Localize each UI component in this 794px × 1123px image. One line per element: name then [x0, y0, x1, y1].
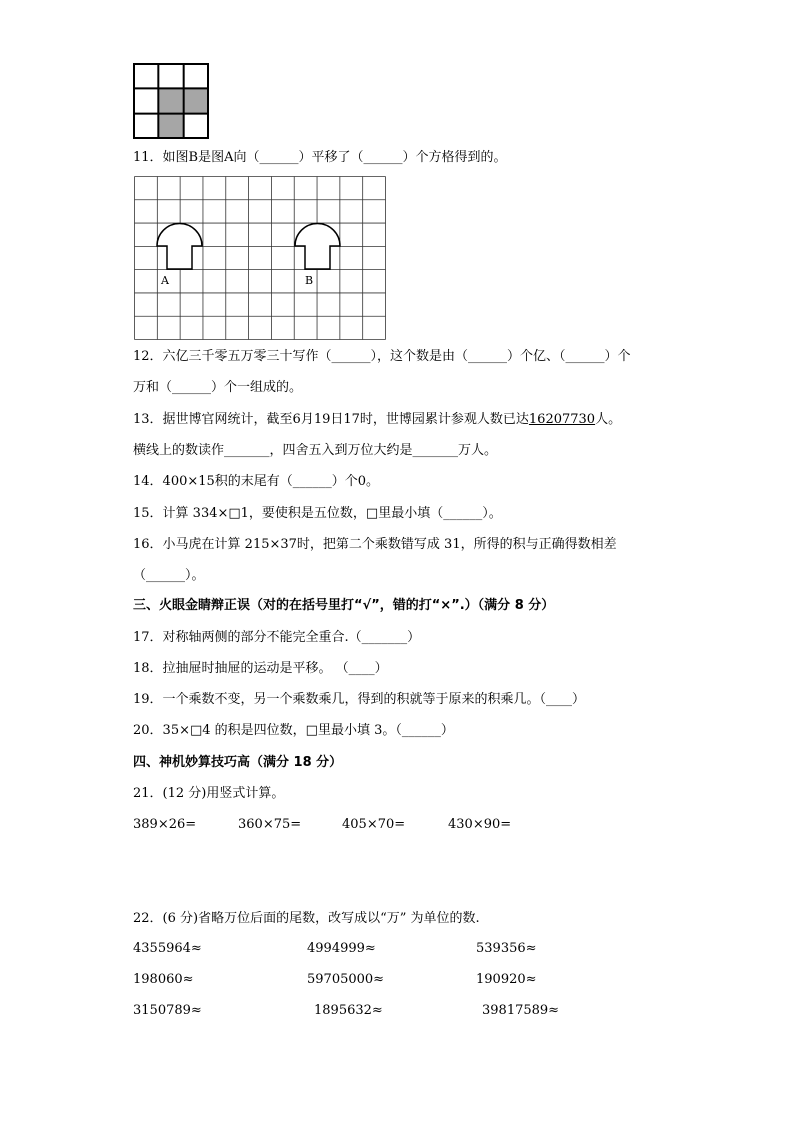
round-item: 39817589≈	[482, 1003, 560, 1018]
question-11: 11．如图B是图A向（______）平移了（______）个方格得到的。	[133, 150, 507, 165]
question-13-line2: 横线上的数读作_______，四舍五入到万位大约是_______万人。	[133, 443, 498, 458]
shape-grid-figure	[133, 63, 209, 139]
question-19: 19．一个乘数不变，另一个乘数乘几，得到的积就等于原来的积乘几。（____）	[133, 692, 586, 707]
q13-suffix: 人。	[595, 412, 622, 427]
question-14: 14．400×15积的末尾有（______）个0。	[133, 474, 380, 489]
round-item: 198060≈	[133, 972, 194, 987]
question-13-line1	[133, 411, 621, 429]
label-b: B	[305, 274, 314, 287]
shaded-cell	[158, 114, 183, 139]
question-18: 18．拉抽屉时抽屉的运动是平移。 （____）	[133, 661, 388, 676]
label-a: A	[161, 274, 169, 287]
question-21: 21．(12 分)用竖式计算。	[133, 786, 285, 801]
question-20: 20．35×□4 的积是四位数，□里最小填 3。（______）	[133, 723, 454, 738]
round-item: 539356≈	[476, 941, 537, 956]
round-item: 3150789≈	[133, 1003, 202, 1018]
q13-text: 13．据世博官网统计，截至6月19日17时，世博园累计参观人数已达	[133, 412, 529, 427]
question-17: 17．对称轴两侧的部分不能完全重合.（_______）	[133, 630, 421, 645]
question-15: 15．计算 334×□1，要使积是五位数，□里最小填（______）。	[133, 506, 502, 521]
calc-item: 430×90=	[448, 817, 512, 832]
round-item: 4355964≈	[133, 941, 202, 956]
round-item: 190920≈	[476, 972, 537, 987]
section-4-heading: 四、神机妙算技巧高（满分 18 分）	[133, 755, 343, 770]
question-12-line1: 12．六亿三千零五万零三十写作（______），这个数是由（______）个亿、（______）个	[133, 349, 631, 364]
question-22: 22．(6 分)省略万位后面的尾数，改写成以“万” 为单位的数.	[133, 911, 480, 926]
round-item: 4994999≈	[307, 941, 376, 956]
calc-item: 360×75=	[238, 817, 302, 832]
round-item: 1895632≈	[314, 1003, 383, 1018]
question-16-line1: 16．小马虎在计算 215×37时，把第二个乘数错写成 31，所得的积与正确得数相差	[133, 537, 617, 552]
question-16-line2: （______）。	[133, 568, 205, 583]
q13-number: 16207730	[528, 412, 596, 427]
question-12-line2: 万和（______）个一组成的。	[133, 380, 303, 395]
calc-item: 389×26=	[133, 817, 197, 832]
section-3-heading: 三、火眼金睛辩正误（对的在括号里打“√”，错的打“×”.）（满分 8 分）	[133, 598, 555, 613]
shaded-cell	[184, 88, 209, 113]
mushroom-shape-a	[157, 224, 202, 270]
mushroom-shape-b	[295, 224, 340, 270]
translation-grid-figure	[134, 176, 386, 340]
round-item: 59705000≈	[307, 972, 385, 987]
shaded-cell	[158, 88, 183, 113]
calc-item: 405×70=	[342, 817, 406, 832]
